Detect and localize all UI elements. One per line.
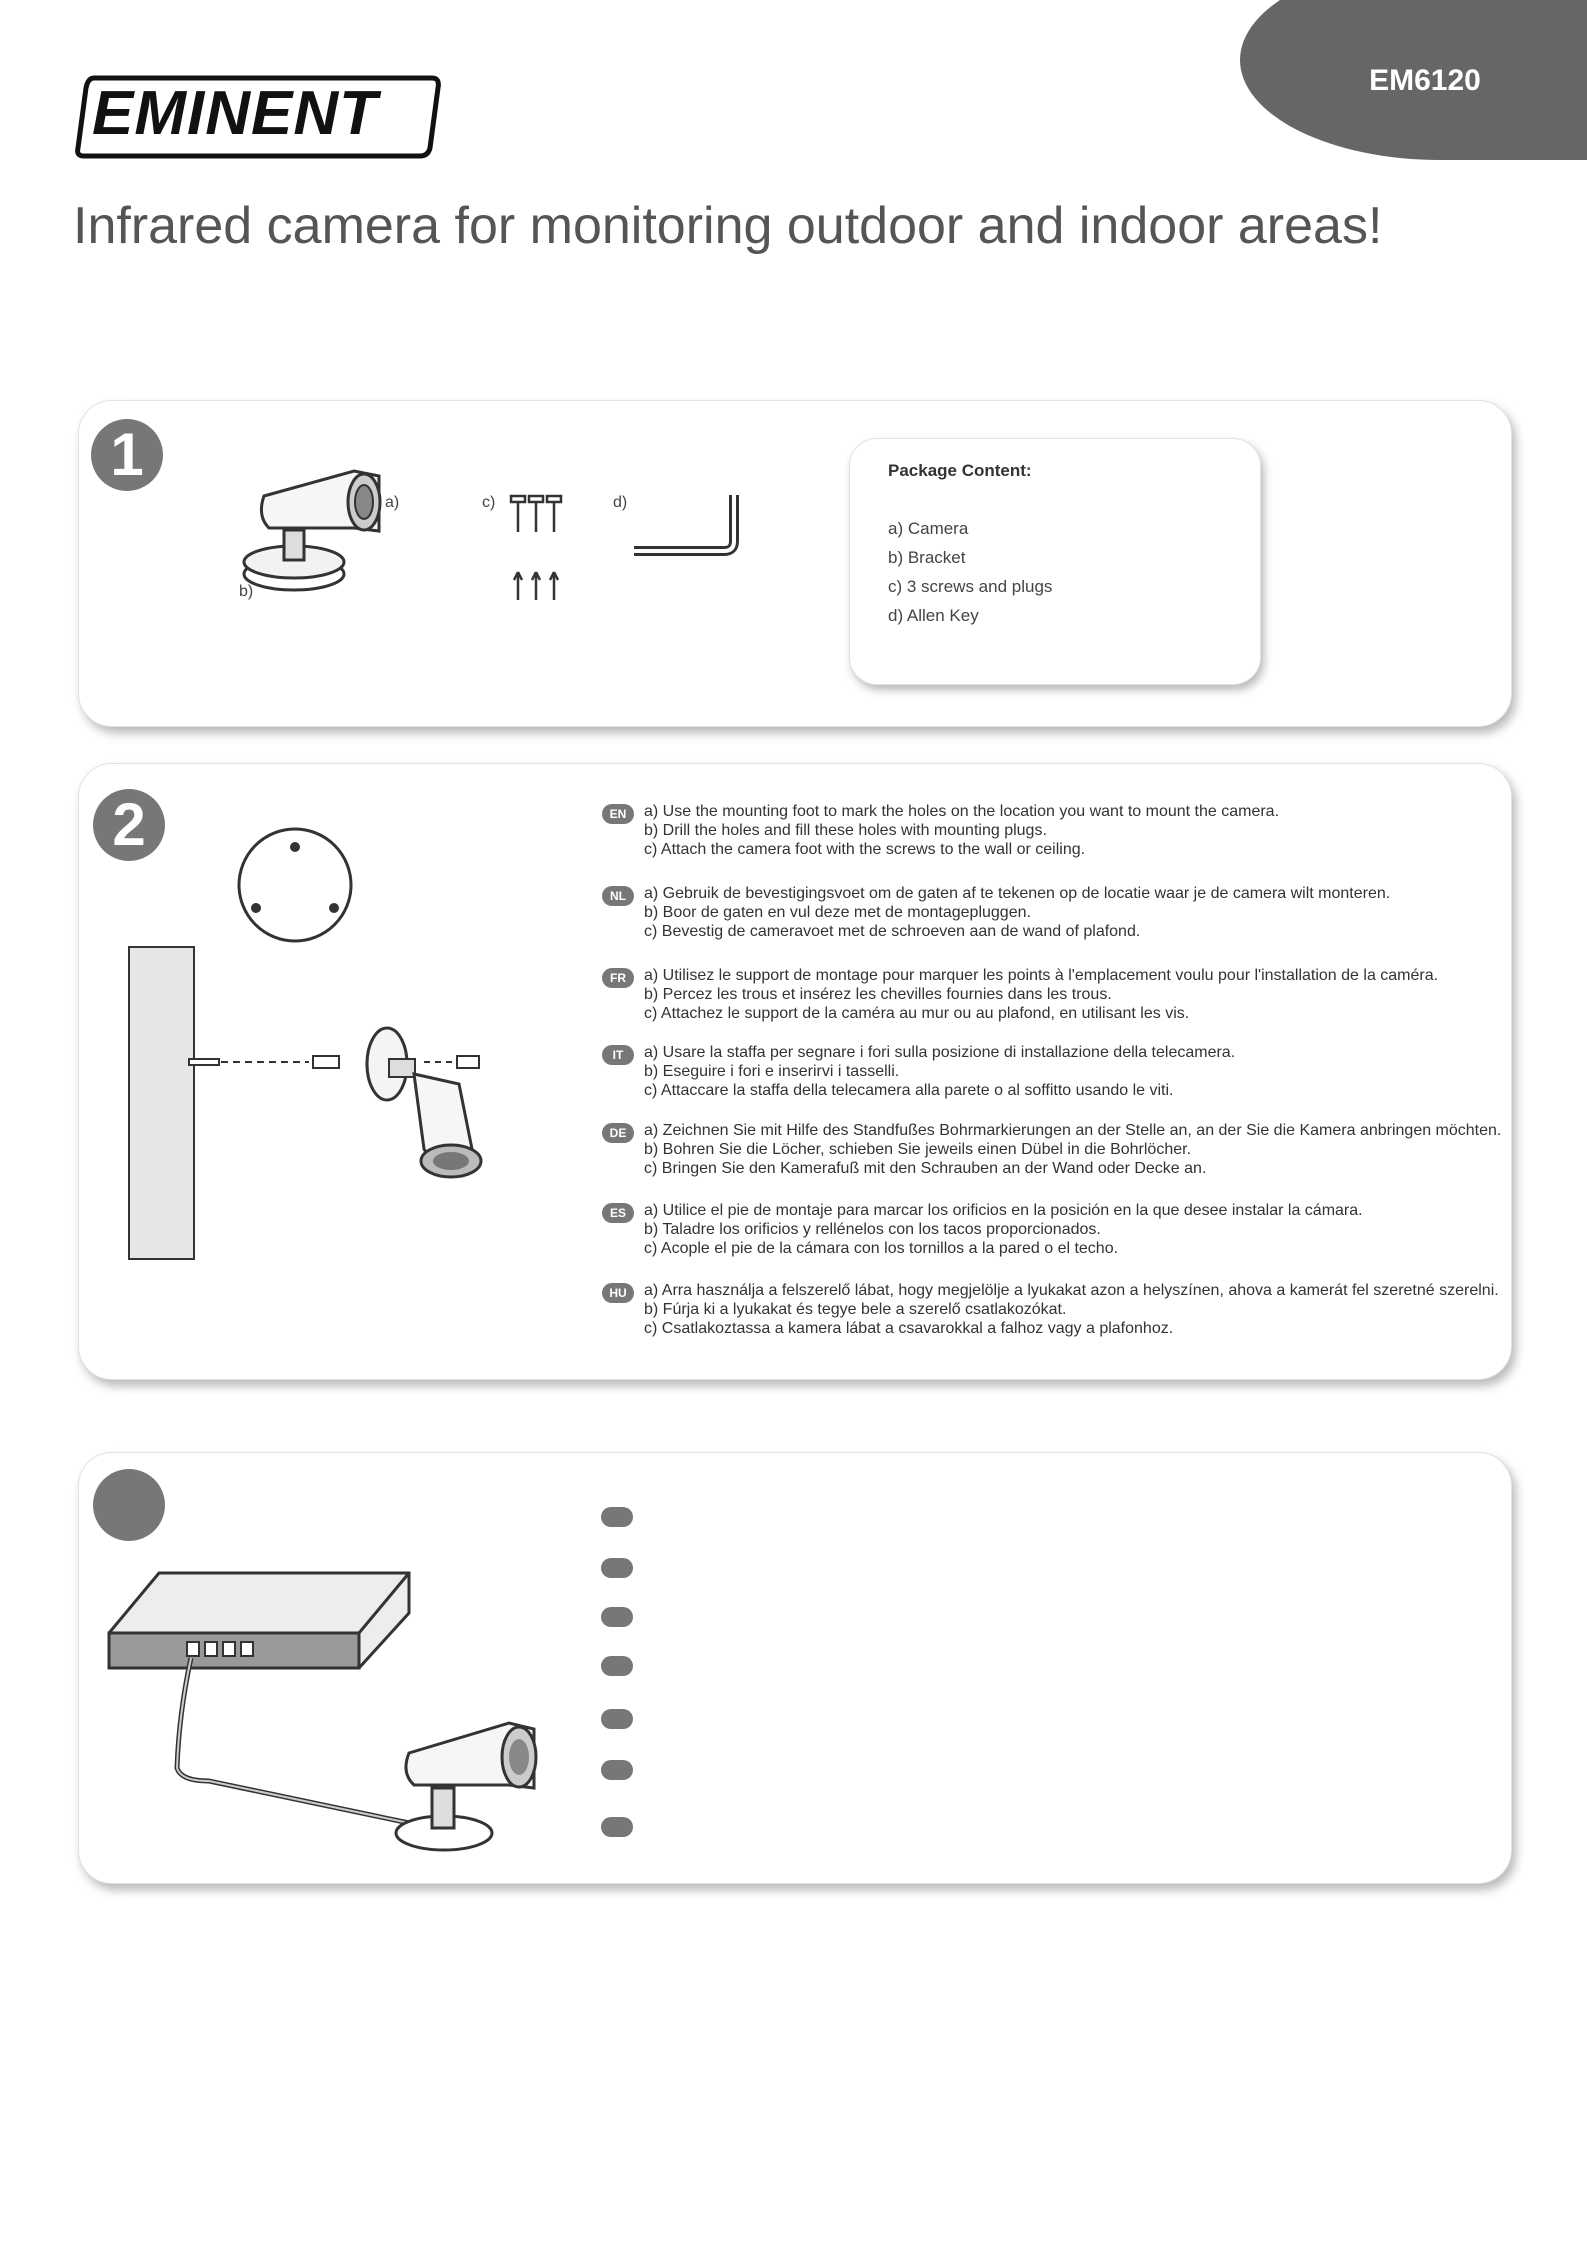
brand-logo [72,72,442,162]
instruction-line: c) Attaccare la staffa della telecamera alla parete o al soffitto usando le viti. [644,1082,1174,1099]
wall-mount-illustration [189,1019,489,1199]
instruction-line: b) Percez les trous et insérez les chevilles fournies dans les trous. [644,986,1112,1003]
instruction-line: c) Bevestig de cameravoet met de schroeven aan de wand of plafond. [644,923,1141,940]
label-a: a) [385,494,400,511]
instruction-line: a) Gebruik de bevestigingsvoet om de gaten af te tekenen op de locatie waar je de camera wilt monteren. [644,885,1391,902]
language-badge: DE [602,1123,634,1143]
package-content-box [849,438,1261,685]
instruction-line: c) Attachez le support de la caméra au mur ou au plafond, en utilisant les vis. [644,1005,1190,1022]
step-1-panel [78,400,1512,727]
instruction-line: b) Taladre los orificios y rellénelos con los tacos proporcionados. [644,1221,1101,1238]
screws-icon [509,496,569,616]
allen-key-icon [634,493,754,573]
label-c: c) [482,494,496,511]
language-badge [601,1558,633,1578]
instruction-line: a) Arra használja a felszerelő lábat, hogy megjelölje a lyukakat azon a helyszínen, ahova a kamerát fel szeretné szerelni. [644,1282,1499,1299]
step-2-number: 2 [93,789,165,861]
language-badge [601,1607,633,1627]
package-title: Package Content: [888,461,1032,480]
language-badge [601,1656,633,1676]
instruction-line: b) Boor de gaten en vul deze met de montagepluggen. [644,904,1031,921]
language-badge: EN [602,804,634,824]
step-1-number: 1 [91,419,163,491]
instruction-line: a) Utilice el pie de montaje para marcar los orificios en la posición en la que desee instalar la cámara. [644,1202,1363,1219]
package-item: d) Allen Key [888,606,979,625]
instruction-line: c) Acople el pie de la cámara con los tornillos a la pared o el techo. [644,1240,1119,1257]
logo-text: EMINENT [92,79,378,148]
instruction-line: a) Utilisez le support de montage pour marquer les points à l'emplacement voulu pour l'installation de la caméra. [644,967,1439,984]
model-number: EM6120 [1369,64,1481,97]
step-2-panel [78,763,1512,1380]
mounting-foot-template [239,829,359,949]
language-badge: ES [602,1203,634,1223]
language-badge: FR [602,968,634,988]
language-badge [601,1817,633,1837]
instruction-line: a) Use the mounting foot to mark the holes on the location you want to mount the camera. [644,803,1280,820]
instruction-line: c) Bringen Sie den Kamerafuß mit den Schrauben an der Wand oder Decke an. [644,1160,1207,1177]
language-badge [601,1709,633,1729]
instruction-line: b) Fúrja ki a lyukakat és tegye bele a szerelő csatlakozókat. [644,1301,1067,1318]
camera-illustration [229,456,409,606]
language-badge: HU [602,1283,634,1303]
package-item: b) Bracket [888,548,966,567]
language-badge [601,1760,633,1780]
package-item: c) 3 screws and plugs [888,577,1053,596]
instruction-line: b) Drill the holes and fill these holes with mounting plugs. [644,822,1047,839]
language-badge [601,1507,633,1527]
step-3-panel [78,1452,1512,1884]
step-3-number [93,1469,165,1541]
language-badge: IT [602,1045,634,1065]
instruction-line: c) Attach the camera foot with the screws to the wall or ceiling. [644,841,1086,858]
instruction-line: a) Zeichnen Sie mit Hilfe des Standfußes Bohrmarkierungen an der Stelle an, an der Sie die Kamera anbringen möchten. [644,1122,1502,1139]
page-title: Infrared camera for monitoring outdoor and indoor areas! [73,197,1383,255]
language-badge: NL [602,886,634,906]
instruction-line: a) Usare la staffa per segnare i fori sulla posizione di installazione della telecamera. [644,1044,1236,1061]
package-item: a) Camera [888,519,969,538]
instruction-line: b) Bohren Sie die Löcher, schieben Sie jeweils einen Dübel in die Bohrlöcher. [644,1141,1192,1158]
recorder-connection-illustration [109,1533,569,1913]
instruction-line: c) Csatlakoztassa a kamera lábat a csavarokkal a falhoz vagy a plafonhoz. [644,1320,1174,1337]
instruction-line: b) Eseguire i fori e inserirvi i tasselli. [644,1063,900,1080]
label-b: b) [239,583,254,600]
label-d: d) [613,494,628,511]
